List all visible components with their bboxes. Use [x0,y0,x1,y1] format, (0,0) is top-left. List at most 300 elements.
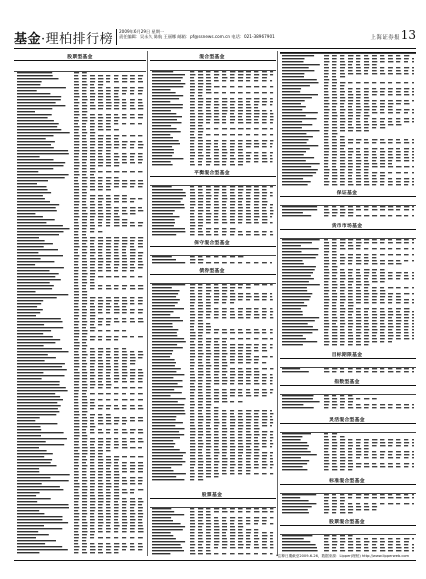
row-print [152,344,273,345]
row-print [282,332,414,333]
row-print [17,399,143,400]
row-print [17,93,142,94]
row-print [152,287,251,288]
section-title-stock-funds: 股票型基金 [67,55,93,60]
row-print [17,402,94,403]
row-print [17,261,143,262]
row-print [17,465,143,466]
row-print [152,359,259,360]
row-print [152,547,273,548]
row-print [152,317,273,318]
row-print [17,81,143,82]
row-print [152,189,267,190]
row-print [17,234,86,235]
row-print [152,104,272,105]
row-print [17,378,142,379]
row-print [17,519,142,520]
row-print [17,549,142,550]
row-print [17,138,118,139]
row-print [152,320,203,321]
row-print [282,85,345,86]
row-print [17,426,95,427]
table-target-date-funds [280,367,416,375]
row-print [282,344,368,345]
row-print [17,525,143,526]
row-print [282,538,414,539]
row-print [17,447,142,448]
row-print [17,315,95,316]
row-print [282,100,414,101]
row-print [152,404,211,405]
row-print [17,123,142,124]
row-print [282,407,414,408]
fund-rows [14,71,146,556]
row-print [152,256,243,257]
row-print [152,305,211,306]
row-print [17,546,143,547]
row-print [17,468,143,469]
row-print [282,500,345,501]
row-print [17,252,143,253]
row-print [152,134,273,135]
row-print [282,70,414,71]
row-print [152,74,273,75]
row-print [17,156,142,157]
row-print [17,288,143,289]
row-print [17,537,143,538]
row-print [17,285,143,286]
row-print [17,411,87,412]
row-print [17,516,143,517]
footer-note: *注释日期截至2009-6-26，数据来源：Lipper(理柏) http://www.lipperweb.com [276,554,410,558]
row-print [152,95,202,96]
row-print [17,153,143,154]
row-print [17,459,119,460]
row-print [282,206,414,207]
row-print [17,126,111,127]
row-print [152,401,243,402]
row-print [282,82,414,83]
row-print [17,462,143,463]
row-print [17,264,143,265]
row-print [152,77,267,78]
row-print [282,157,414,158]
table-other-funds [280,534,416,552]
row-print [152,213,273,214]
row-print [17,114,143,115]
row-print [152,198,266,199]
row-print [282,263,402,264]
row-print [152,362,266,363]
row-print [282,76,345,77]
row-print [17,243,143,244]
row-print [152,225,203,226]
row-print [152,311,273,312]
table-continued [280,54,416,186]
row-print [17,369,142,370]
row-print [152,293,272,294]
row-print [152,101,273,102]
row-print [152,164,243,165]
row-print [152,86,273,87]
fund-rows [280,493,416,515]
row-print [152,152,273,153]
row-print [152,514,211,515]
row-print [17,504,142,505]
row-print [152,544,273,545]
row-print [152,374,273,375]
row-print [152,161,273,162]
row-print [17,231,102,232]
row-print [282,169,368,170]
row-print [282,239,414,240]
row-print [17,381,143,382]
row-print [17,129,119,130]
row-print [282,497,414,498]
row-print [282,278,414,279]
row-print [17,513,143,514]
row-print [17,489,143,490]
row-print [152,365,227,366]
row-print [152,290,234,291]
row-print [282,151,414,152]
row-print [152,428,260,429]
row-print [17,216,120,217]
row-print [17,276,142,277]
row-print [17,360,136,361]
row-print [282,445,414,446]
row-print [17,204,111,205]
row-print [152,422,273,423]
row-print [282,275,414,276]
row-print [282,509,376,510]
row-print [282,439,414,440]
row-print [17,87,143,88]
row-print [282,547,414,548]
row-print [17,309,143,310]
fund-rows [150,255,276,265]
editor-line: 责任编辑：吴永久 陈航 王丽娜 邮箱：pf@ssnews.com.cn 电话：021-38967901 [119,34,275,40]
row-print [282,503,414,504]
row-print [152,98,273,99]
row-print [152,473,273,474]
row-print [152,140,273,141]
row-print [152,299,273,300]
row-print [282,88,414,89]
row-print [17,135,142,136]
row-print [17,300,143,301]
row-print [152,407,219,408]
row-print [282,284,369,285]
row-print [282,550,414,551]
row-print [17,471,143,472]
row-print [17,111,87,112]
row-print [152,425,272,426]
fund-rows [150,507,276,555]
row-print [282,61,414,62]
row-print [282,163,392,164]
row-print [152,314,273,315]
masthead-divider [116,29,117,45]
section-title-index-funds: 指数型基金 [334,380,360,385]
row-print [282,368,414,369]
row-print [152,458,273,459]
row-print [152,434,273,435]
table-money-funds [280,238,416,348]
row-print [282,106,393,107]
row-print [152,419,273,420]
row-print [152,467,272,468]
row-print [17,456,143,457]
row-print [282,341,392,342]
row-print [282,395,353,396]
row-print [152,204,273,205]
row-print [152,461,273,462]
row-print [282,311,414,312]
row-print [152,219,267,220]
row-print [17,435,87,436]
row-print [17,171,143,172]
table-index-funds [280,394,416,410]
row-print [282,436,345,437]
row-print [152,353,251,354]
row-print [17,492,134,493]
row-print [17,219,127,220]
row-print [17,390,87,391]
row-print [282,166,414,167]
row-print [282,323,414,324]
row-print [17,207,142,208]
row-print [282,260,414,261]
row-print [152,210,274,211]
row-print [17,150,111,151]
table-stock-funds [14,71,146,556]
row-print [282,248,414,249]
row-print [282,184,414,185]
row-print [282,317,414,318]
row-print [282,371,414,372]
section-title-guaranteed-funds: 保证基金 [336,191,358,196]
row-print [152,234,273,235]
row-print [152,71,273,72]
table-flexible-funds [280,432,416,472]
table-hybrid-funds [150,70,276,166]
row-print [17,201,134,202]
row-print [17,336,143,337]
row-print [17,141,142,142]
newspaper-page [14,26,416,562]
row-print [17,99,142,100]
row-print [282,121,414,122]
row-print [152,413,273,414]
row-print [152,470,250,471]
row-print [17,297,143,298]
row-print [17,486,119,487]
row-print [282,329,414,330]
row-print [152,410,272,411]
row-print [17,195,127,196]
row-print [17,318,143,319]
row-print [152,464,274,465]
fund-rows [280,205,416,219]
row-print [152,455,272,456]
row-print [17,240,143,241]
row-print [282,302,414,303]
section-title-hybrid-funds: 混合型基金 [199,55,225,60]
row-print [152,110,272,111]
section-title-other-funds: 股票混合型基金 [329,520,365,525]
section-title-conservative-funds: 保守混合型基金 [194,241,230,246]
row-print [152,508,273,509]
row-print [282,97,369,98]
row-print [17,75,143,76]
row-print [282,124,401,125]
row-print [17,501,143,502]
row-print [17,102,143,103]
row-print [282,544,414,545]
row-print [282,305,353,306]
row-print [17,312,143,313]
table-bond-funds [150,283,276,483]
row-print [282,136,345,137]
row-print [17,180,143,181]
table-balanced-funds [150,185,276,237]
row-print [152,371,259,372]
row-print [152,446,272,447]
row-print [282,58,414,59]
bottom-rule [14,560,416,561]
row-print [152,125,202,126]
row-print [282,308,409,309]
row-print [152,452,273,453]
row-print [152,92,273,93]
row-print [17,108,143,109]
row-print [282,130,369,131]
row-print [282,112,414,113]
row-print [282,154,414,155]
row-print [152,329,273,330]
row-print [282,64,377,65]
brand-main: 基金 [14,32,42,47]
row-print [282,103,410,104]
row-print [17,540,86,541]
row-print [282,181,414,182]
row-print [17,417,143,418]
fund-rows [280,534,416,552]
row-print [152,368,273,369]
row-print [282,269,385,270]
row-print [152,228,235,229]
row-print [282,115,369,116]
section-title-flexible-funds: 灵活混合型基金 [329,418,365,423]
row-print [282,215,414,216]
row-print [17,183,143,184]
row-print [282,290,385,291]
row-print [282,463,414,464]
section-title-enhanced-funds: 标准混合型基金 [329,479,365,484]
section-title-money-funds: 货币市场基金 [331,224,363,229]
row-print [17,162,142,163]
row-print [282,118,414,119]
row-print [282,512,353,513]
row-print [282,335,414,336]
row-print [152,143,273,144]
row-print [282,127,385,128]
row-print [17,432,143,433]
row-print [282,338,414,339]
row-print [152,137,202,138]
row-print [17,375,143,376]
row-print [17,327,96,328]
paper-name: 上海证券报 [370,35,400,41]
row-print [152,89,211,90]
row-print [17,429,143,430]
row-print [282,541,409,542]
masthead [14,26,416,49]
row-print [152,186,273,187]
row-print [152,398,227,399]
row-print [17,147,143,148]
row-print [152,431,273,432]
row-print [17,96,119,97]
fund-rows [150,70,276,166]
row-print [282,293,414,294]
row-print [17,192,87,193]
row-print [17,84,103,85]
row-print [17,351,143,352]
row-print [282,442,414,443]
row-print [17,78,142,79]
row-print [152,443,273,444]
row-print [152,192,273,193]
row-print [17,279,94,280]
row-print [17,105,143,106]
row-print [282,145,345,146]
row-print [17,144,144,145]
row-print [17,387,142,388]
row-print [152,347,273,348]
row-print [17,186,143,187]
row-print [17,117,143,118]
row-print [17,249,136,250]
row-print [17,90,143,91]
row-print [152,216,272,217]
row-print [17,348,126,349]
row-print [17,189,111,190]
row-print [282,326,414,327]
row-print [152,392,272,393]
row-print [152,553,273,554]
row-print [17,477,143,478]
row-print [282,266,337,267]
row-print [152,201,268,202]
fund-rows [280,367,416,375]
row-print [282,142,414,143]
section-title-balanced-funds: 平衡混合型基金 [194,171,230,176]
row-print [17,228,95,229]
row-print [152,532,273,533]
row-print [17,345,87,346]
row-print [282,314,414,315]
section-title-target-date-funds: 目标期限基金 [331,353,363,358]
row-print [282,209,414,210]
row-print [152,341,226,342]
row-print [17,321,144,322]
row-print [152,380,272,381]
row-print [17,291,87,292]
section-title-bond-funds: 债券型基金 [199,269,225,274]
fund-rows [280,54,416,186]
